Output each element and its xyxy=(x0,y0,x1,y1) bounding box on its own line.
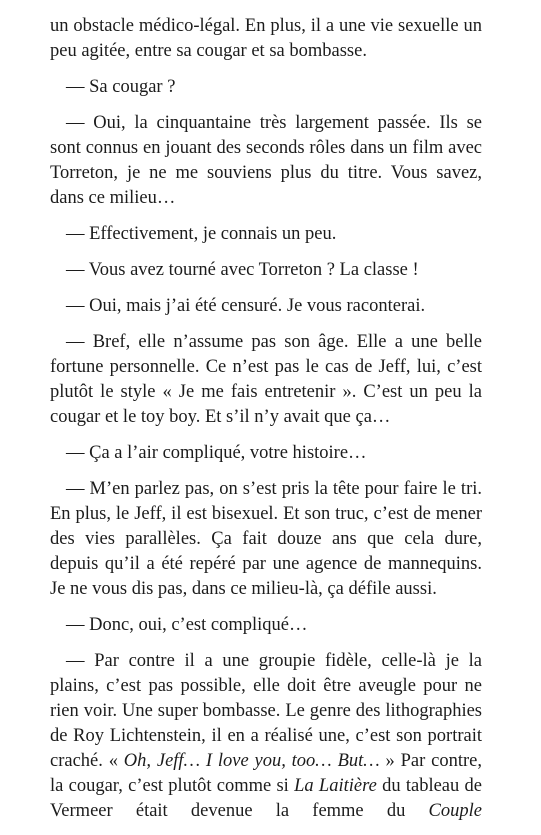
paragraph-4 xyxy=(50,222,482,247)
paragraph-1 xyxy=(50,14,482,64)
paragraph-2-text: — Sa cougar ? xyxy=(66,77,176,97)
paragraph-7-text: — Bref, elle n’assume pas son âge. Elle a une belle fortune personnelle. Ce n’est pas le cas de Jeff, lui, c’est plutôt le style « Je me fais entretenir ». C’est un peu la cougar et le toy boy. Et s’il n’y avait que ça… xyxy=(50,332,482,427)
paragraph-11-italic-quote: Oh, Jeff… I love you, too… But… xyxy=(123,751,380,771)
paragraph-6-text: — Oui, mais j’ai été censuré. Je vous raconterai. xyxy=(66,296,426,316)
paragraph-11-text-b: » Par contre, la cougar, c’est plutôt comme si xyxy=(50,751,482,796)
paragraph-11 xyxy=(50,649,482,824)
paragraph-2 xyxy=(50,75,482,100)
paragraph-11-italic-painting-title: La Laitière xyxy=(294,776,377,796)
paragraph-9 xyxy=(50,477,482,602)
paragraph-7 xyxy=(50,330,482,430)
paragraph-1-text: un obstacle médico-légal. En plus, il a une vie sexuelle un peu agitée, entre sa cougar et sa bombasse. xyxy=(50,16,482,61)
paragraph-10 xyxy=(50,613,482,638)
paragraph-3-text: — Oui, la cinquantaine très largement passée. Ils se sont connus en jouant des seconds rôles dans un film avec Torreton, je ne me souviens plus du titre. Vous savez, dans ce milieu… xyxy=(50,113,482,208)
paragraph-9-text: — M’en parlez pas, on s’est pris la tête pour faire le tri. En plus, le Jeff, il est bisexuel. Et son truc, c’est de mener des vies parallèles. Ça fait douze ans que cela dure, depuis qu’il a été repéré par une agence de mannequins. Je ne vous dis pas, dans ce milieu-là, ça défile aussi. xyxy=(50,479,482,599)
paragraph-3 xyxy=(50,111,482,211)
paragraph-8-text: — Ça a l’air compliqué, votre histoire… xyxy=(66,443,367,463)
paragraph-8 xyxy=(50,441,482,466)
paragraph-11-text-c: du tableau de Vermeer était devenue la femme du xyxy=(50,776,483,821)
paragraph-11-italic-couple: Couple xyxy=(428,801,482,821)
paragraph-11-text-a: — Par contre il a une groupie fidèle, celle-là je la plains, c’est pas possible, elle doit être aveugle pour ne rien voir. Une super bombasse. Le genre des lithographies de Roy Lichtenstein, il en a réalisé une, c’est son portrait craché. « xyxy=(50,651,482,771)
paragraph-10-text: — Donc, oui, c’est compliqué… xyxy=(66,615,308,635)
paragraph-4-text: — Effectivement, je connais un peu. xyxy=(66,224,337,244)
paragraph-5 xyxy=(50,258,482,283)
paragraph-6 xyxy=(50,294,482,319)
paragraph-5-text: — Vous avez tourné avec Torreton ? La classe ! xyxy=(66,260,419,280)
book-page xyxy=(50,14,482,835)
